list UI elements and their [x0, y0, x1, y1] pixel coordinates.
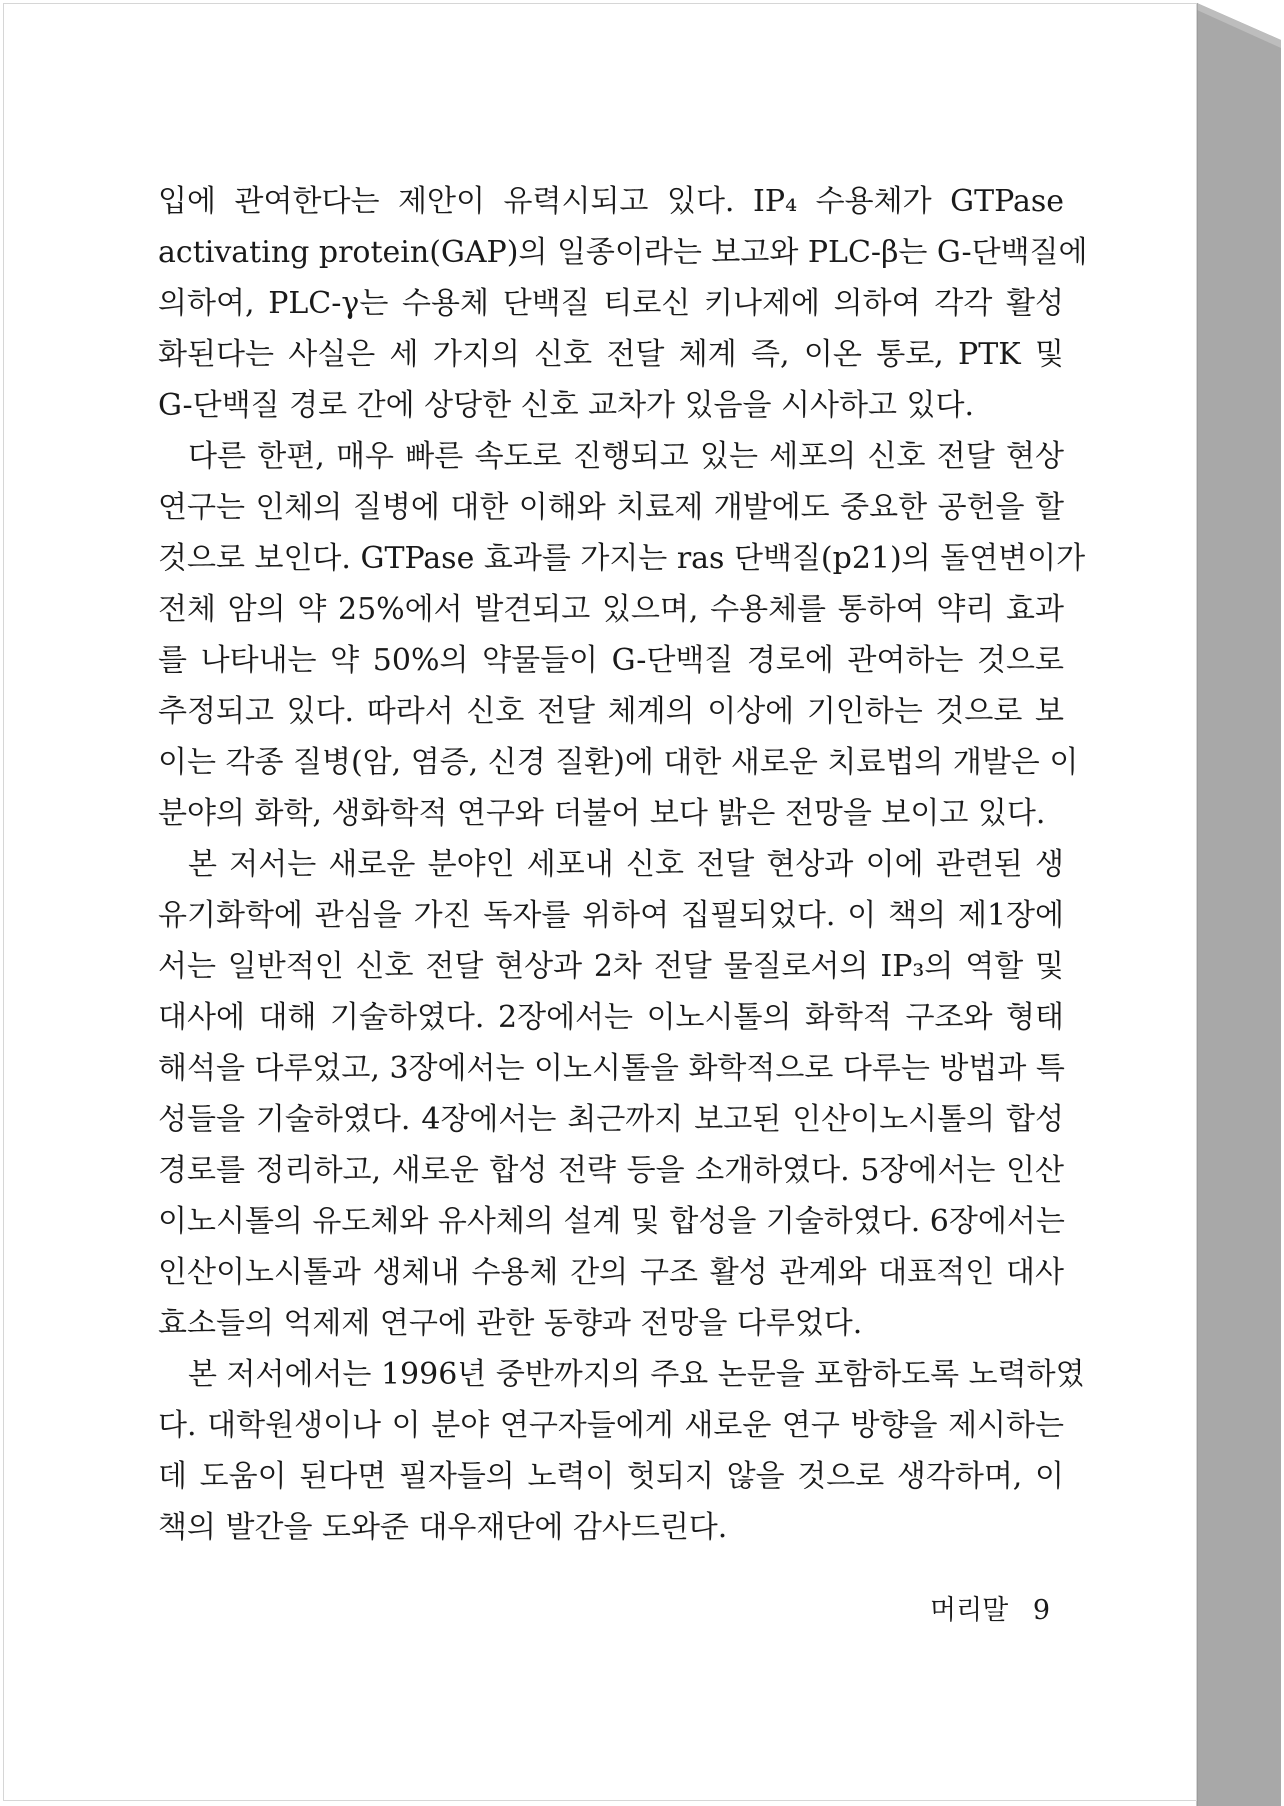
text-line: 다른 한편, 매우 빠른 속도로 진행되고 있는 세포의 신호 전달 현상 — [188, 439, 1064, 474]
text-line: 이는 각종 질병(암, 염증, 신경 질환)에 대한 새로운 치료법의 개발은 이 — [158, 745, 1079, 780]
text-line: 책의 발간을 도와준 대우재단에 감사드린다. — [158, 1510, 728, 1545]
text-line: 연구는 인체의 질병에 대한 이해와 치료제 개발에도 중요한 공헌을 할 — [158, 490, 1064, 525]
text-line: 데 도움이 된다면 필자들의 노력이 헛되지 않을 것으로 생각하며, 이 — [158, 1459, 1064, 1494]
text-line: 유기화학에 관심을 가진 독자를 위하여 집필되었다. 이 책의 제1장에 — [158, 898, 1064, 933]
text-line: 를 나타내는 약 50%의 약물들이 G-단백질 경로에 관여하는 것으로 — [158, 643, 1064, 678]
text-line: 대사에 대해 기술하였다. 2장에서는 이노시톨의 화학적 구조와 형태 — [158, 1000, 1064, 1035]
text-line: 의하여, PLC-γ는 수용체 단백질 티로신 키나제에 의하여 각각 활성 — [158, 286, 1064, 321]
text-line: 화된다는 사실은 세 가지의 신호 전달 체계 즉, 이온 통로, PTK 및 — [158, 337, 1064, 372]
text-line: 서는 일반적인 신호 전달 현상과 2차 전달 물질로서의 IP₃의 역할 및 — [158, 949, 1064, 984]
page-number: 9 — [1032, 1595, 1051, 1626]
text-line: 추정되고 있다. 따라서 신호 전달 체계의 이상에 기인하는 것으로 보 — [158, 694, 1064, 729]
text-line: 다. 대학원생이나 이 분야 연구자들에게 새로운 연구 방향을 제시하는 — [158, 1408, 1064, 1443]
text-line: 경로를 정리하고, 새로운 합성 전략 등을 소개하였다. 5장에서는 인산 — [158, 1153, 1064, 1188]
text-line: 효소들의 억제제 연구에 관한 동향과 전망을 다루었다. — [158, 1306, 863, 1341]
paragraph-4 — [158, 1349, 1085, 1553]
text-line: G-단백질 경로 간에 상당한 신호 교차가 있음을 시사하고 있다. — [158, 388, 975, 423]
text-line: 것으로 보인다. GTPase 효과를 가지는 ras 단백질(p21)의 돌연변이가 — [158, 541, 1086, 576]
text-line: activating protein(GAP)의 일종이라는 보고와 PLC-β는 G-단백질에 — [158, 235, 1088, 270]
text-line: 입에 관여한다는 제안이 유력시되고 있다. IP₄ 수용체가 GTPase — [158, 184, 1064, 219]
text-line: 전체 암의 약 25%에서 발견되고 있으며, 수용체를 통하여 약리 효과 — [158, 592, 1064, 627]
running-title: 머리말 — [930, 1595, 1009, 1626]
paragraph-2 — [158, 431, 1086, 839]
text-line: 인산이노시톨과 생체내 수용체 간의 구조 활성 관계와 대표적인 대사 — [158, 1255, 1064, 1290]
paragraph-1 — [158, 176, 1088, 431]
text-line: 해석을 다루었고, 3장에서는 이노시톨을 화학적으로 다루는 방법과 특 — [158, 1051, 1065, 1086]
text-line: 성들을 기술하였다. 4장에서는 최근까지 보고된 인산이노시톨의 합성 — [158, 1102, 1064, 1137]
paragraph-3 — [158, 839, 1064, 1349]
body-text — [158, 176, 1088, 1553]
text-line: 분야의 화학, 생화학적 연구와 더불어 보다 밝은 전망을 보이고 있다. — [158, 796, 1046, 831]
text-line: 본 저서에서는 1996년 중반까지의 주요 논문을 포함하도록 노력하였 — [188, 1357, 1085, 1392]
text-line: 본 저서는 새로운 분야인 세포내 신호 전달 현상과 이에 관련된 생 — [188, 847, 1064, 882]
text-line: 이노시톨의 유도체와 유사체의 설계 및 합성을 기술하였다. 6장에서는 — [158, 1204, 1065, 1239]
page-footer — [930, 1588, 1050, 1627]
